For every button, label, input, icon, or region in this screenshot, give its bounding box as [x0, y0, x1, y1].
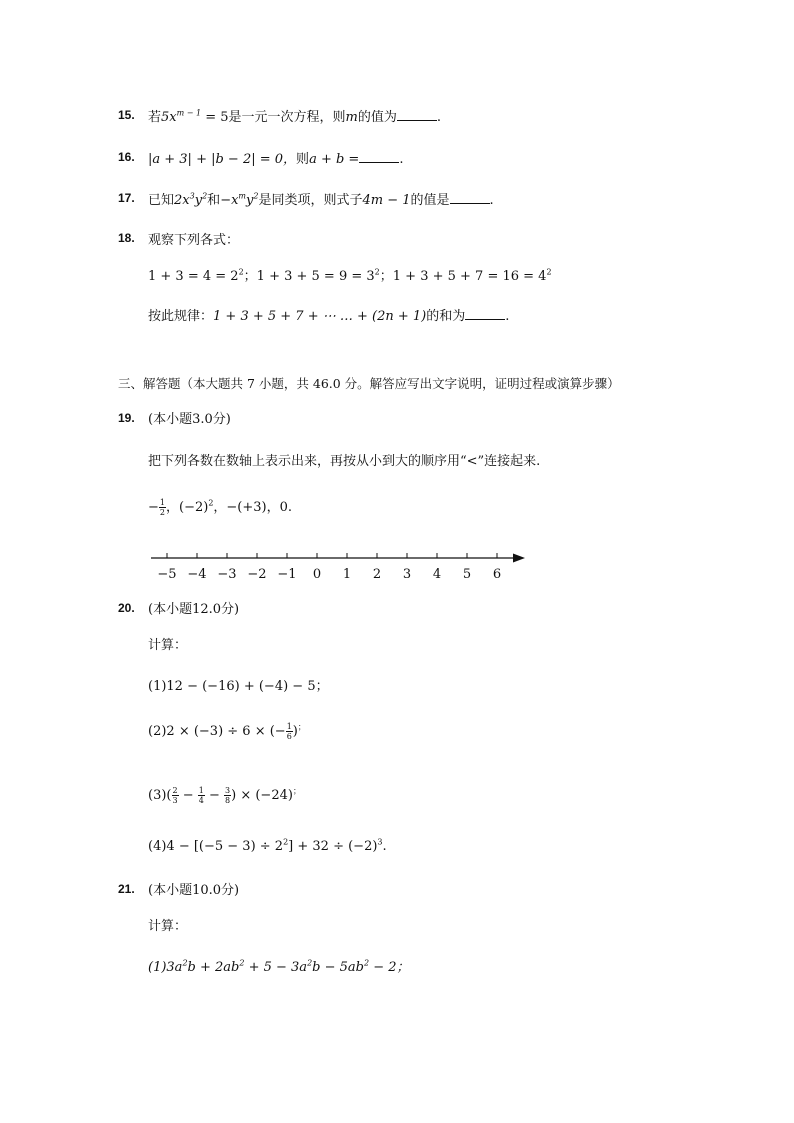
section3-title: 三、解答题（本大题共 7 小题，共 46.0 分。解答应写出文字说明，证明过程或演算步骤） — [118, 376, 620, 391]
q20-part1: (1)12 − (−16) + (−4) − 5； — [148, 679, 329, 694]
q20-p2-frac-den: 6 — [286, 732, 292, 741]
q20-p4b: ] + 32 ÷ (−2) — [288, 839, 378, 854]
q15-number: 15. — [118, 108, 135, 122]
q15-post: 的值为 — [357, 110, 397, 125]
q17-post: 的值是 — [410, 193, 450, 208]
number-line-label: −5 — [157, 567, 177, 582]
q15-exp: m − 1 — [176, 108, 202, 118]
q21-p1b: b + 2ab — [187, 960, 240, 975]
q21-p1d: b − 5ab — [312, 960, 364, 975]
q18-l1b: 1 + 3 + 5 = 9 = 3 — [256, 269, 375, 284]
q19-score-post: 分) — [212, 412, 231, 427]
q21-e2: 2 — [239, 958, 245, 968]
q20-p3a: (3)( — [148, 788, 172, 803]
q15-rest: = 5 — [201, 110, 229, 125]
number-line[interactable] — [145, 545, 530, 585]
q21-p1c: + 5 − 3a — [244, 960, 308, 975]
q20-p3-f2n: 1 — [198, 786, 204, 795]
q20-p2end: ； — [297, 722, 306, 732]
q20-score-value: 12.0 — [192, 602, 222, 617]
q18-sep1: ； — [243, 269, 257, 284]
number-line-label: 4 — [432, 567, 442, 582]
q16-answer-blank[interactable] — [359, 152, 399, 163]
q18-line1 — [148, 265, 552, 284]
q17-t1b: y — [194, 193, 203, 208]
q19-items: ，(−2) — [166, 500, 209, 515]
q15-mid: 是一元一次方程，则 — [228, 110, 346, 125]
q20-part3 — [148, 786, 301, 805]
q21-p1e: − 2； — [369, 960, 410, 975]
q19-frac-num: 1 — [159, 498, 165, 507]
q21-e1: 2 — [182, 958, 188, 968]
q21-part1 — [148, 956, 410, 975]
number-line-label: −2 — [247, 567, 267, 582]
q17-t1: 2x — [174, 193, 190, 208]
q17-and: 和 — [207, 193, 221, 208]
q17-t2b: y — [246, 193, 254, 208]
number-line-label: 6 — [492, 567, 502, 582]
q21-e4: 2 — [363, 958, 370, 968]
q20-score-post: 分) — [221, 602, 240, 617]
q21-score-post: 分) — [221, 883, 240, 898]
q15-answer-blank[interactable] — [397, 110, 437, 121]
q20-p2-frac — [286, 722, 293, 741]
q20-calc-label: 计算： — [148, 638, 188, 653]
q18-line2 — [148, 305, 509, 324]
q19-score-pre: (本小题 — [148, 412, 193, 427]
q20-part2 — [148, 722, 306, 741]
q20-p3-frac2 — [198, 786, 205, 805]
q18-title: 观察下列各式： — [148, 233, 240, 248]
q19-neg: − — [148, 500, 159, 515]
q21-e3: 2 — [307, 958, 313, 968]
q20-p4end: . — [382, 839, 387, 854]
q17-t2be: 2 — [253, 191, 259, 201]
q17-answer-blank[interactable] — [450, 193, 490, 204]
q15-expr: 5x — [161, 110, 177, 125]
q20-number: 20. — [118, 601, 135, 615]
q19-fraction — [159, 498, 166, 517]
q20-p3-f3d: 8 — [225, 796, 231, 805]
q16-expr2: a + b = — [309, 152, 360, 167]
number-line-label: 1 — [342, 567, 352, 582]
number-line-label: 5 — [462, 567, 472, 582]
q16-mid: 则 — [296, 152, 310, 167]
q19-items2: ，−(+3)，0. — [213, 500, 293, 515]
q15-pre: 若 — [148, 110, 162, 125]
q20-score-pre: (本小题 — [148, 602, 193, 617]
q17-expr: 4m − 1 — [362, 193, 411, 208]
q17-t2e: m — [238, 191, 247, 201]
q20-p4e1: 2 — [283, 837, 289, 847]
q20-p3-frac1 — [172, 786, 179, 805]
q18-l1ce: 2 — [546, 267, 552, 277]
q17-text — [148, 189, 494, 208]
q19-numbers — [148, 496, 292, 517]
q20-p3m1: − — [178, 788, 198, 803]
q18-answer-blank[interactable] — [465, 309, 505, 320]
number-line-label: −3 — [217, 567, 237, 582]
q20-part4 — [148, 839, 387, 854]
q21-score-value: 10.0 — [192, 883, 222, 898]
q16-expr: |a + 3| + |b − 2| = 0， — [148, 152, 297, 167]
q16-end: . — [399, 152, 404, 167]
q18-l2pre: 按此规律： — [148, 309, 214, 324]
q20-p3-f2d: 4 — [198, 796, 204, 805]
q21-score-pre: (本小题 — [148, 883, 193, 898]
q20-p3end: ； — [292, 786, 301, 796]
q17-t1be: 2 — [202, 191, 208, 201]
q17-number: 17. — [118, 191, 135, 205]
q20-p4a: (4)4 − [(−5 − 3) ÷ 2 — [148, 839, 284, 854]
q18-sep2: ； — [379, 269, 393, 284]
q18-end: . — [505, 309, 510, 324]
number-line-label: 2 — [372, 567, 382, 582]
q19-score — [148, 408, 231, 427]
q19-items-exp: 2 — [208, 498, 214, 508]
q19-frac-den: 2 — [159, 508, 165, 517]
q18-l1be: 2 — [374, 267, 380, 277]
q15-end: . — [436, 110, 442, 125]
number-line-arrow — [513, 554, 525, 563]
q21-score — [148, 879, 239, 898]
q16-text — [148, 148, 403, 167]
q20-p4e2: 3 — [377, 837, 383, 847]
q18-l2expr: 1 + 3 + 5 + 7 + ⋯ … + (2n + 1) — [213, 309, 427, 324]
q21-number: 21. — [118, 882, 135, 896]
q20-p2-frac-num: 1 — [286, 722, 292, 731]
q20-score — [148, 598, 239, 617]
q15-var: m — [345, 110, 358, 125]
q20-p3m2: − — [204, 788, 225, 803]
q17-pre: 已知 — [148, 193, 175, 208]
q17-t2: −x — [220, 193, 239, 208]
q18-l2post: 的和为 — [426, 309, 466, 324]
q20-p2b: ) — [292, 724, 298, 739]
q17-t1e: 3 — [189, 191, 195, 201]
q18-number: 18. — [118, 231, 135, 245]
q19-instruction: 把下列各数在数轴上表示出来，再按从小到大的顺序用“<”连接起来. — [148, 454, 541, 469]
q18-l1c: 1 + 3 + 5 + 7 = 16 = 4 — [392, 269, 547, 284]
q20-p3-f1n: 2 — [172, 786, 178, 795]
number-line-label: −4 — [187, 567, 207, 582]
q17-end: . — [489, 193, 494, 208]
q20-p2a: (2)2 × (−3) ÷ 6 × (− — [148, 724, 286, 739]
q16-number: 16. — [118, 150, 135, 164]
q21-p1a: (1)3a — [148, 960, 183, 975]
q15-text — [148, 106, 441, 125]
number-line-label: 3 — [402, 567, 412, 582]
q18-l1a: 1 + 3 = 4 = 2 — [148, 269, 239, 284]
q20-p3-f3n: 3 — [225, 786, 231, 795]
q19-score-value: 3.0 — [192, 412, 213, 427]
q20-p3b: ) × (−24) — [231, 788, 293, 803]
number-line-label: −1 — [277, 567, 297, 582]
q20-p3-f1d: 3 — [172, 796, 178, 805]
number-line-label: 0 — [312, 567, 322, 582]
q18-l1ae: 2 — [238, 267, 244, 277]
q19-number: 19. — [118, 411, 135, 425]
q17-mid: 是同类项，则式子 — [258, 193, 363, 208]
q21-calc-label: 计算： — [148, 919, 188, 934]
